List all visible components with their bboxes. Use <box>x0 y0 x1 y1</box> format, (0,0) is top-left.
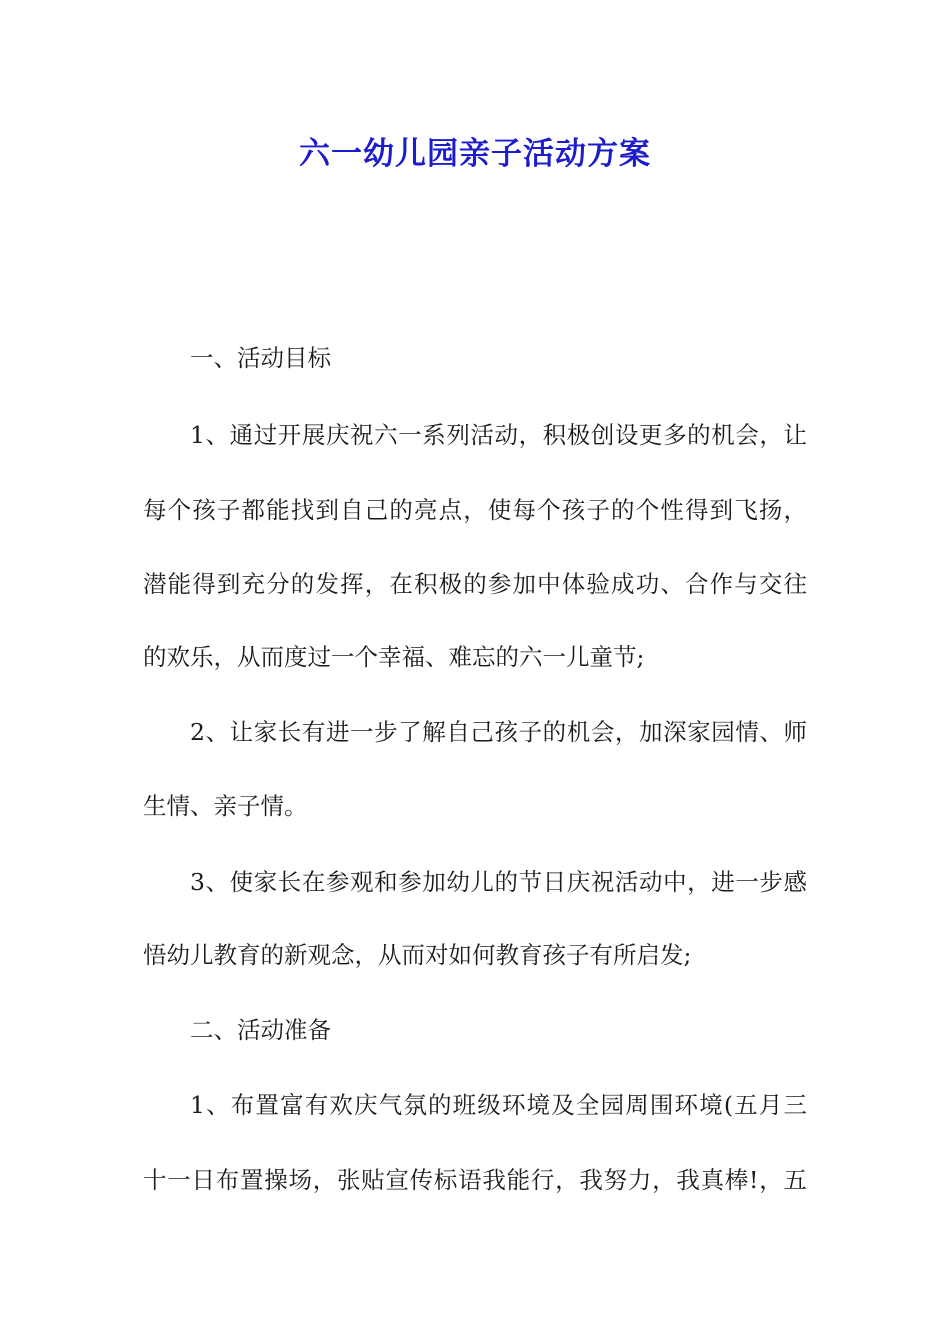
paragraph-line: 每个孩子都能找到自己的亮点，使每个孩子的个性得到飞扬， <box>143 496 807 524</box>
paragraph-line: 悟幼儿教育的新观念，从而对如何教育孩子有所启发; <box>143 941 692 969</box>
paragraph-line: 1、布置富有欢庆气氛的班级环境及全园周围环境(五月三 <box>190 1091 807 1119</box>
section-heading: 一、活动目标 <box>190 344 331 372</box>
paragraph-line: 2、让家长有进一步了解自己孩子的机会，加深家园情、师 <box>190 718 807 746</box>
document-title: 六一幼儿园亲子活动方案 <box>299 136 651 172</box>
paragraph-line: 的欢乐，从而度过一个幸福、难忘的六一儿童节; <box>143 643 645 671</box>
paragraph-line: 生情、亲子情。 <box>143 792 308 820</box>
paragraph-line: 3、使家长在参观和参加幼儿的节日庆祝活动中，进一步感 <box>190 868 807 896</box>
paragraph-line: 十一日布置操场，张贴宣传标语我能行，我努力，我真棒!，五 <box>143 1166 807 1194</box>
section-heading: 二、活动准备 <box>190 1016 331 1044</box>
paragraph-line: 1、通过开展庆祝六一系列活动，积极创设更多的机会，让 <box>190 421 807 449</box>
paragraph-line: 潜能得到充分的发挥，在积极的参加中体验成功、合作与交往 <box>143 570 807 598</box>
